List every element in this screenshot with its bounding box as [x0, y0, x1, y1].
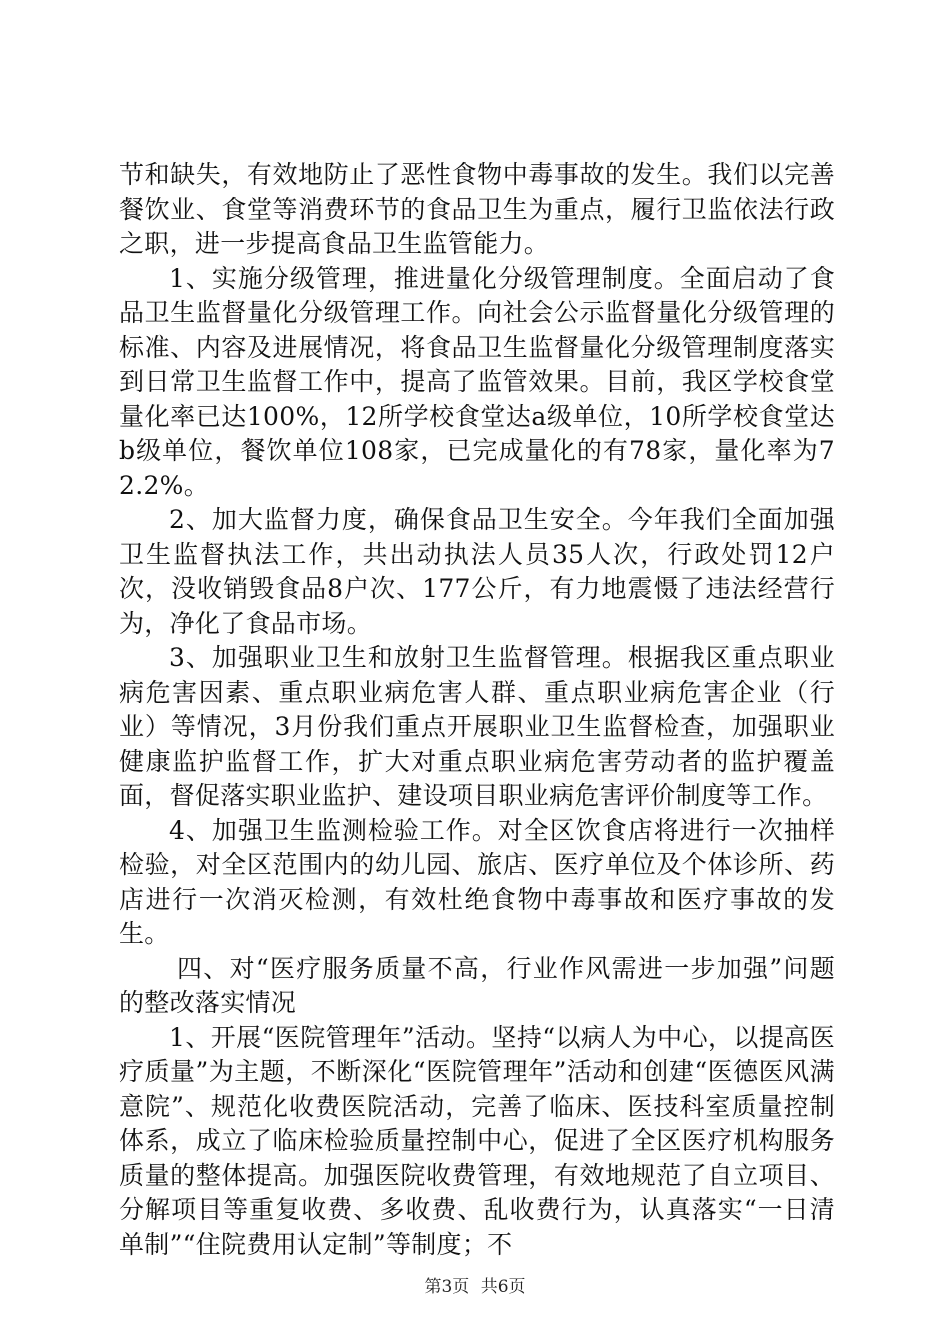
page-number: 第3页	[424, 1277, 470, 1297]
document-body	[119, 158, 835, 1262]
page-footer	[0, 1272, 950, 1297]
paragraph-continuation: 节和缺失，有效地防止了恶性食物中毒事故的发生。我们以完善餐饮业、食堂等消费环节的食品卫生为重点，履行卫监依法行政之职，进一步提高食品卫生监管能力。	[119, 160, 835, 258]
paragraph-item-4: 4、加强卫生监测检验工作。对全区饮食店将进行一次抽样检验，对全区范围内的幼儿园、旅店、医疗单位及个体诊所、药店进行一次消灭检测，有效杜绝食物中毒事故和医疗事故的发生。	[119, 815, 835, 948]
paragraph-section-four-item-1: 1、开展“医院管理年”活动。坚持“以病人为中心，以提高医疗质量”为主题，不断深化“医院管理年”活动和创建“医德医风满意院”、规范化收费医院活动，完善了临床、医技科室质量控制体系，成立了临床检验质量控制中心，促进了全区医疗机构服务质量的整体提高。加强医院收费管理，有效地规范了自立项目、分解项目等重复收费、多收费、乱收费行为，认真落实“一日清单制”“住院费用认定制”等制度；不	[119, 1022, 835, 1259]
paragraph-item-3: 3、加强职业卫生和放射卫生监督管理。根据我区重点职业病危害因素、重点职业病危害人群、重点职业病危害企业（行业）等情况，3月份我们重点开展职业卫生监督检查，加强职业健康监护监督工作，扩大对重点职业病危害劳动者的监护覆盖面，督促落实职业监护、建设项目职业病危害评价制度等工作。	[119, 643, 835, 810]
paragraph-item-2: 2、加大监督力度，确保食品卫生安全。今年我们全面加强卫生监督执法工作，共出动执法人员35人次，行政处罚12户次，没收销毁食品8户次、177公斤，有力地震慑了违法经营行为，净化了食品市场。	[119, 505, 835, 638]
paragraph-item-1: 1、实施分级管理，推进量化分级管理制度。全面启动了食品卫生监督量化分级管理工作。向社会公示监督量化分级管理的标准、内容及进展情况，将食品卫生监督量化分级管理制度落实到日常卫生监督工作中，提高了监管效果。目前，我区学校食堂量化率已达100%，12所学校食堂达a级单位，10所学校食堂达b级单位，餐饮单位108家，已完成量化的有78家，量化率为72.2%。	[119, 263, 835, 500]
page-total: 共6页	[480, 1277, 526, 1297]
section-heading-four: 四、对“医疗服务质量不高，行业作风需进一步加强”问题的整改落实情况	[119, 953, 835, 1017]
